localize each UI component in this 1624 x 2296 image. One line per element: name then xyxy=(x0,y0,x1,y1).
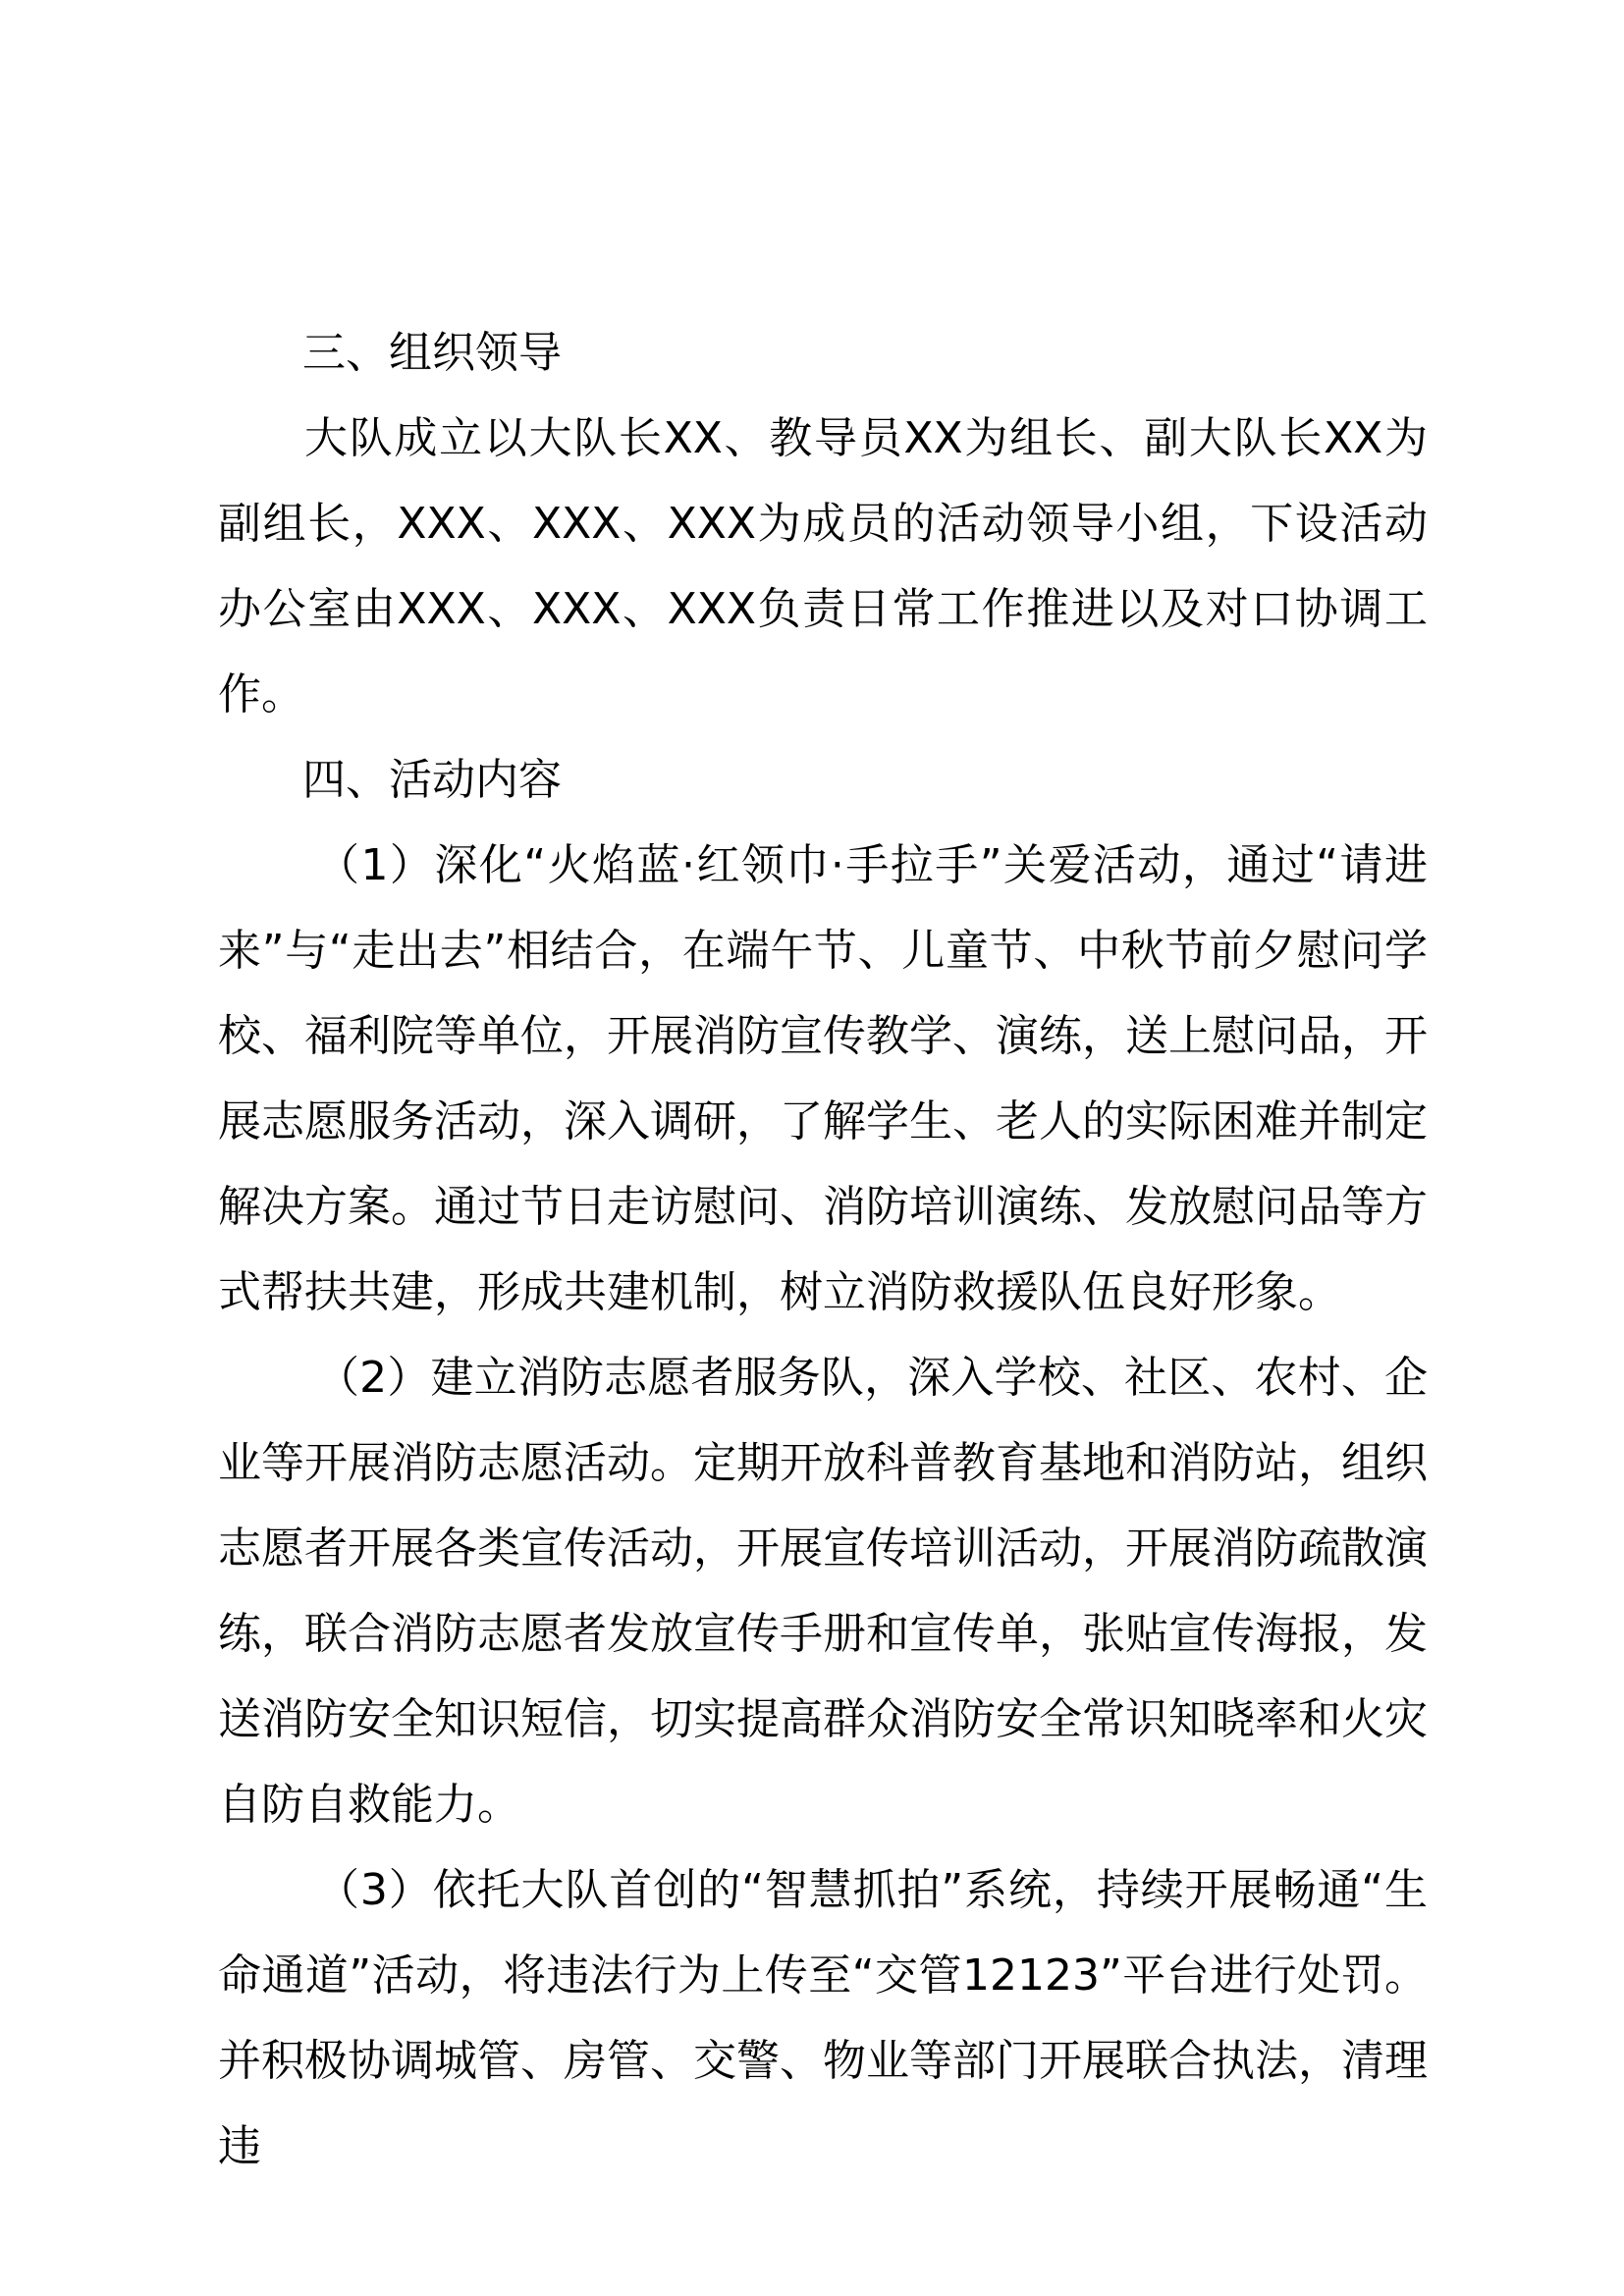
section-heading-activities: 四、活动内容 xyxy=(302,755,562,805)
paragraph-activity-1: （1）深化“火焰蓝·红领巾·手拉手”关爱活动，通过“请进来”与“走出去”相结合，在端午节、儿童节、中秋节前夕慰问学校、福利院等单位，开展消防宣传教学、演练，送上慰问品，开展志愿服务活动，深入调研，了解学生、老人的实际困难并制定解决方案。通过节日走访慰问、消防培训演练、发放慰问品等方式帮扶共建，形成共建机制，树立消防救援队伍良好形象。 xyxy=(218,840,1428,1317)
section-heading-organization: 三、组织领导 xyxy=(302,328,562,378)
paragraph-activity-2: （2）建立消防志愿者服务队，深入学校、社区、农村、企业等开展消防志愿活动。定期开放科普教育基地和消防站，组织志愿者开展各类宣传活动，开展宣传培训活动，开展消防疏散演练，联合消防志愿者发放宣传手册和宣传单，张贴宣传海报，发送消防安全知识短信，切实提高群众消防安全常识知晓率和火灾自防自救能力。 xyxy=(218,1353,1428,1830)
document-body xyxy=(218,310,1428,2189)
paragraph-activity-3: （3）依托大队首创的“智慧抓拍”系统，持续开展畅通“生命通道”活动，将违法行为上传至“交管12123”平台进行处罚。并积极协调城管、房管、交警、物业等部门开展联合执法，清理违 xyxy=(218,1865,1428,2171)
paragraph-leadership-group: 大队成立以大队长XX、教导员XX为组长、副大队长XX为副组长，XXX、XXX、XXX为成员的活动领导小组，下设活动办公室由XXX、XXX、XXX负责日常工作推进以及对口协调工作。 xyxy=(218,413,1428,720)
